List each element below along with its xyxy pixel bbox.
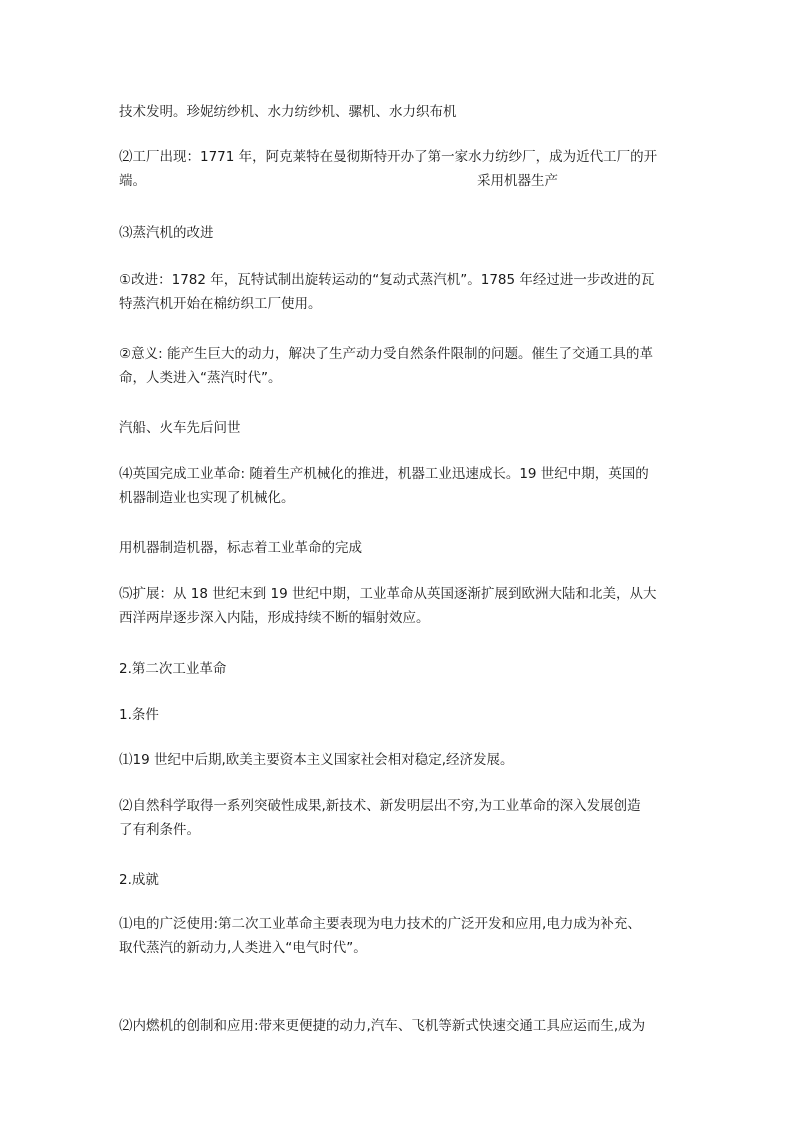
text-line: 2.第二次工业革命 [119, 661, 227, 677]
paragraph-britain-completes [119, 462, 679, 510]
margin-note: 采用机器生产 [477, 173, 558, 189]
text-line: 机器制造业也实现了机械化。 [119, 490, 295, 506]
text-line: 用机器制造机器，标志着工业革命的完成 [119, 540, 362, 556]
paragraph-internal-combustion [119, 1014, 679, 1038]
text-line: 特蒸汽机开始在棉纺织工厂使用。 [119, 296, 322, 312]
text-line: ⑸扩展：从 18 世纪末到 19 世纪中期，工业革命从英国逐渐扩展到欧洲大陆和北美，从大 [119, 586, 657, 602]
paragraph-inventions [119, 100, 679, 124]
subheading-achievements [119, 868, 679, 892]
text-line: 2.成就 [119, 872, 159, 888]
text-line: 了有利条件。 [119, 822, 200, 838]
text-line: 命，人类进入“蒸汽时代”。 [119, 370, 282, 386]
text-line: ①改进：1782 年，瓦特试制出旋转运动的“复动式蒸汽机”。1785 年经过进一步改进的瓦 [119, 272, 655, 288]
text-line: ⑵自然科学取得一系列突破性成果,新技术、新发明层出不穷,为工业革命的深入发展创造 [119, 798, 641, 814]
text-line: ⑵内燃机的创制和应用:带来更便捷的动力,汽车、飞机等新式快速交通工具应运而生,成为 [119, 1018, 646, 1034]
text-line: ②意义: 能产生巨大的动力，解决了生产动力受自然条件限制的问题。催生了交通工具的革 [119, 346, 653, 362]
text-line: ⑵工厂出现：1771 年，阿克莱特在曼彻斯特开办了第一家水力纺纱厂，成为近代工厂的开 [119, 149, 658, 165]
section-heading-second-revolution [119, 657, 679, 681]
paragraph-improvement [119, 268, 679, 316]
paragraph-factory [119, 145, 679, 193]
paragraph-expansion [119, 582, 679, 630]
text-line: 技术发明。珍妮纺纱机、水力纺纱机、骡机、水力织布机 [119, 104, 457, 120]
text-line: 取代蒸汽的新动力,人类进入“电气时代”。 [119, 940, 367, 956]
text-line: 端。 [119, 173, 146, 189]
paragraph-steam-engine-heading [119, 221, 679, 245]
paragraph-steamship-train [119, 416, 679, 440]
text-line: ⑶蒸汽机的改进 [119, 225, 214, 241]
text-line: 汽船、火车先后问世 [119, 420, 241, 436]
text-line: ⑴19 世纪中后期,欧美主要资本主义国家社会相对稳定,经济发展。 [119, 752, 514, 768]
paragraph-significance [119, 342, 679, 390]
paragraph-condition-2 [119, 794, 679, 842]
paragraph-electricity [119, 912, 679, 960]
text-line: ⑷英国完成工业革命: 随着生产机械化的推进，机器工业迅速成长。19 世纪中期，英国的 [119, 466, 649, 482]
text-line: ⑴电的广泛使用:第二次工业革命主要表现为电力技术的广泛开发和应用,电力成为补充、 [119, 916, 641, 932]
text-line: 西洋两岸逐步深入内陆，形成持续不断的辐射效应。 [119, 610, 430, 626]
paragraph-machines-making-machines [119, 536, 679, 560]
paragraph-condition-1 [119, 748, 679, 772]
text-line-with-note [119, 169, 679, 193]
subheading-conditions [119, 703, 679, 727]
text-line: 1.条件 [119, 707, 159, 723]
